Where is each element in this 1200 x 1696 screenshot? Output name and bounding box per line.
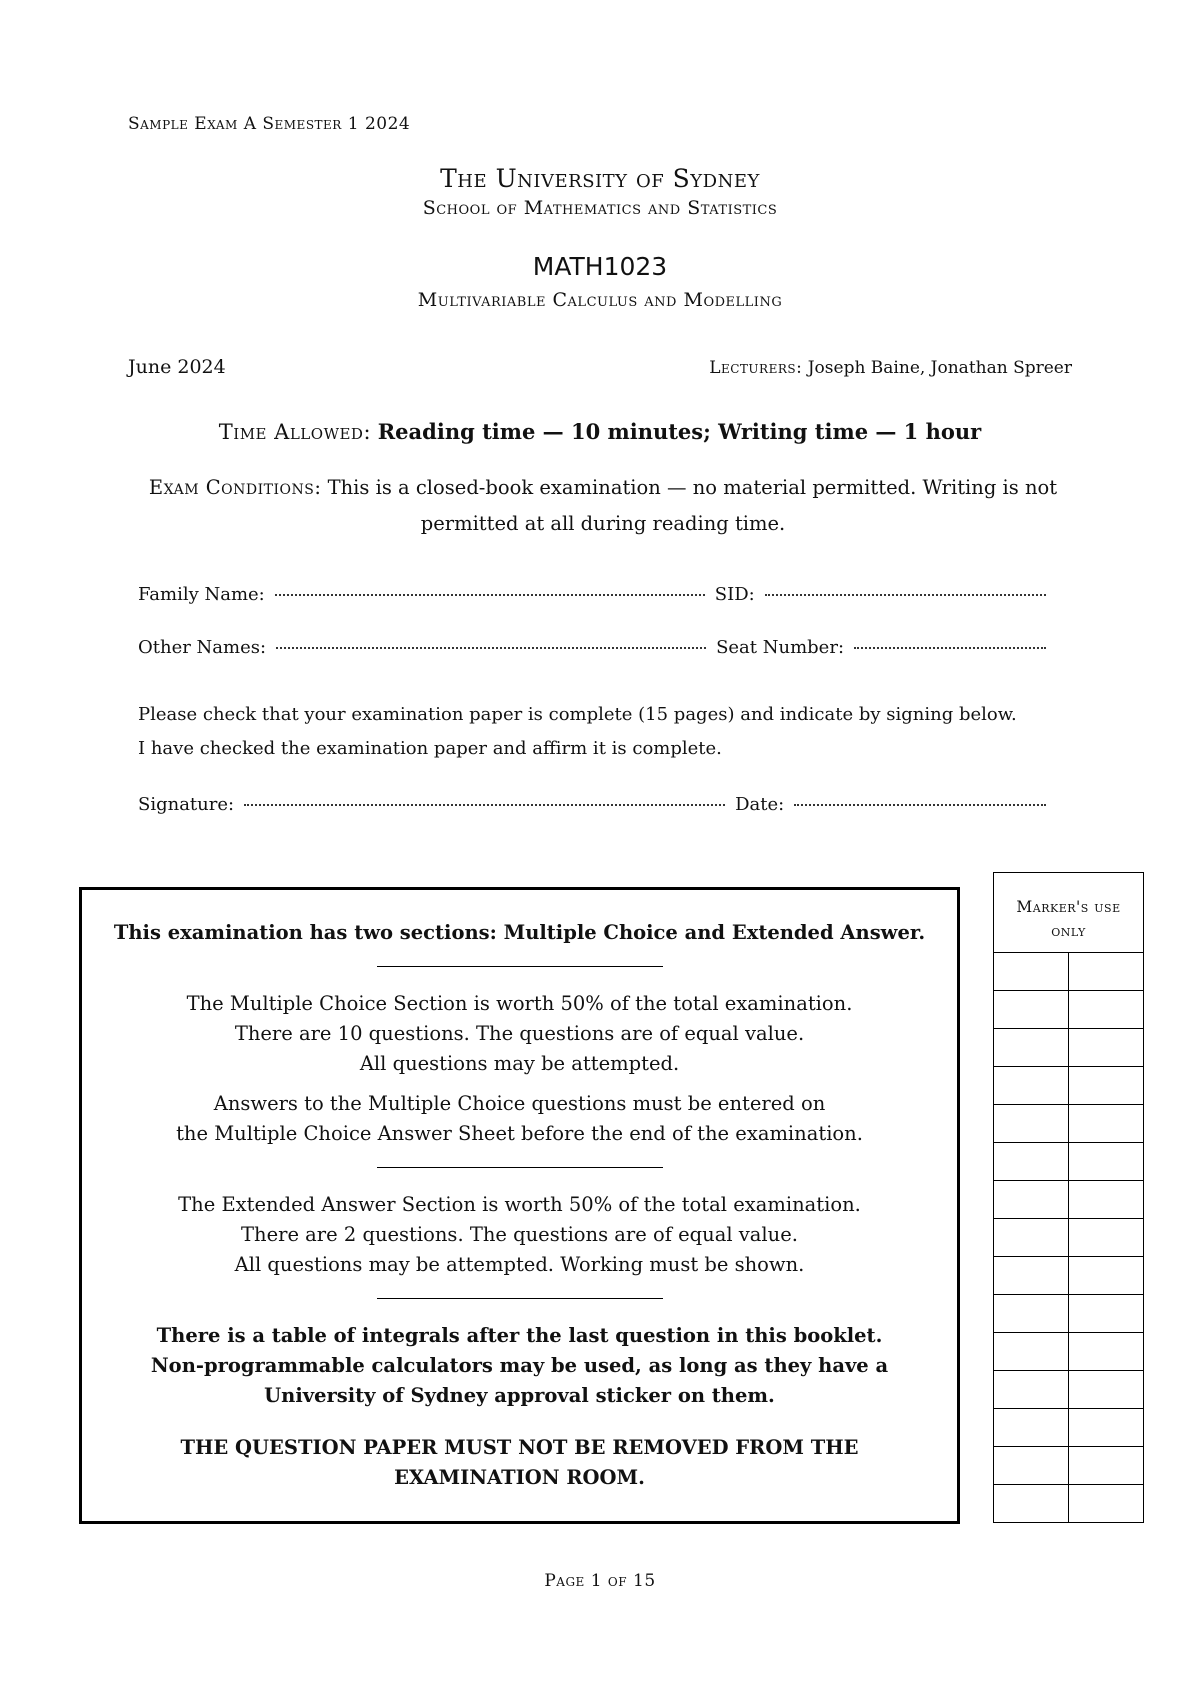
markers-use-title-line-2: only <box>1051 922 1086 940</box>
mc-line-3: All questions may be attempted. <box>359 1052 680 1075</box>
marker-cell <box>1069 1257 1143 1295</box>
marker-cell <box>994 1105 1069 1143</box>
course-title: Multivariable Calculus and Modelling <box>417 289 783 311</box>
marker-cell <box>1069 1105 1143 1143</box>
separator <box>377 1298 663 1299</box>
mc-line-2: There are 10 questions. The questions are of equal value. <box>234 1022 805 1045</box>
marker-cell <box>1069 1143 1143 1181</box>
marker-cell <box>994 1371 1069 1409</box>
markers-use-title-line-1: Marker's use <box>1016 898 1121 916</box>
other-names-label: Other Names: <box>138 637 267 658</box>
sections-intro: This examination has two sections: Multiple Choice and Extended Answer. <box>113 921 926 944</box>
separator <box>377 966 663 967</box>
sid-label: SID: <box>714 584 755 605</box>
course-code: MATH1023 <box>532 252 668 281</box>
marker-cell <box>994 1485 1069 1523</box>
marker-cell <box>994 1219 1069 1257</box>
marker-cell <box>994 1143 1069 1181</box>
marker-cell <box>1069 1219 1143 1257</box>
school-name: School of Mathematics and Statistics <box>422 197 778 219</box>
completeness-check <box>138 698 1068 766</box>
marker-cell <box>994 1067 1069 1105</box>
markers-use-title <box>994 873 1143 953</box>
check-line-1: Please check that your examination paper is complete (15 pages) and indicate by signing below. <box>138 704 1017 725</box>
separator <box>377 1167 663 1168</box>
date-field[interactable] <box>794 804 1046 806</box>
family-name-label: Family Name: <box>138 584 265 605</box>
family-name-field[interactable] <box>275 594 705 596</box>
warning-line-1: THE QUESTION PAPER MUST NOT BE REMOVED FROM THE <box>180 1436 859 1459</box>
seat-number-field[interactable] <box>854 647 1046 649</box>
marker-cell <box>1069 991 1143 1029</box>
lecturers <box>709 358 1072 378</box>
ea-line-2: There are 2 questions. The questions are of equal value. <box>241 1223 798 1246</box>
mc-line-1: The Multiple Choice Section is worth 50% of the total examination. <box>186 992 853 1015</box>
time-allowed-value: Reading time — 10 minutes; Writing time — 1 hour <box>377 419 982 444</box>
marker-cell <box>1069 1295 1143 1333</box>
date-label: Date: <box>735 794 785 815</box>
marker-cell <box>1069 1067 1143 1105</box>
time-allowed <box>0 419 1200 444</box>
seat-number-label: Seat Number: <box>716 637 845 658</box>
marker-cell <box>1069 1371 1143 1409</box>
ea-line-3: All questions may be attempted. Working must be shown. <box>234 1253 805 1276</box>
time-allowed-label: Time Allowed: <box>218 420 372 444</box>
check-line-2: I have checked the examination paper and affirm it is complete. <box>138 738 722 759</box>
marker-cell <box>994 991 1069 1029</box>
marker-cell <box>994 1447 1069 1485</box>
marker-cell <box>1069 1409 1143 1447</box>
marker-cell <box>1069 1333 1143 1371</box>
marker-cell <box>994 1181 1069 1219</box>
marker-cell <box>994 1029 1069 1067</box>
sid-field[interactable] <box>765 594 1046 596</box>
marker-cell <box>994 1333 1069 1371</box>
exam-conditions-label: Exam Conditions: <box>148 476 322 499</box>
marker-cell <box>1069 1447 1143 1485</box>
exam-conditions-text: This is a closed-book examination — no material permitted. Writing is not permitted at all during reading time. <box>327 476 1058 535</box>
university-name: The University of Sydney <box>440 164 760 193</box>
signature-row <box>138 794 1056 815</box>
lecturers-label: Lecturers: <box>709 358 803 378</box>
mc-line-4: Answers to the Multiple Choice questions must be entered on <box>213 1092 826 1115</box>
instructions-box <box>79 887 960 1524</box>
warning-line-2: EXAMINATION ROOM. <box>394 1466 645 1489</box>
markers-grid <box>994 953 1143 1523</box>
marker-cell <box>1069 1485 1143 1523</box>
note-line-3: University of Sydney approval sticker on them. <box>264 1384 775 1407</box>
family-name-row <box>138 584 1056 605</box>
marker-cell <box>1069 953 1143 991</box>
signature-field[interactable] <box>244 804 725 806</box>
marker-cell <box>994 1257 1069 1295</box>
mc-line-5: the Multiple Choice Answer Sheet before the end of the examination. <box>176 1122 863 1145</box>
marker-cell <box>994 1295 1069 1333</box>
lecturers-names: Joseph Baine, Jonathan Spreer <box>807 358 1072 378</box>
marker-cell <box>994 953 1069 991</box>
other-names-field[interactable] <box>276 647 706 649</box>
exam-header: Sample Exam A Semester 1 2024 <box>128 114 411 134</box>
other-names-row <box>138 637 1056 658</box>
ea-line-1: The Extended Answer Section is worth 50% of the total examination. <box>178 1193 861 1216</box>
markers-use-table <box>993 872 1144 1523</box>
page-footer: Page 1 of 15 <box>544 1571 656 1591</box>
marker-cell <box>1069 1029 1143 1067</box>
exam-date: June 2024 <box>128 356 226 378</box>
exam-conditions <box>128 470 1078 542</box>
signature-label: Signature: <box>138 794 235 815</box>
marker-cell <box>994 1409 1069 1447</box>
note-line-2: Non-programmable calculators may be used, as long as they have a <box>150 1354 889 1377</box>
note-line-1: There is a table of integrals after the last question in this booklet. <box>156 1324 883 1347</box>
marker-cell <box>1069 1181 1143 1219</box>
